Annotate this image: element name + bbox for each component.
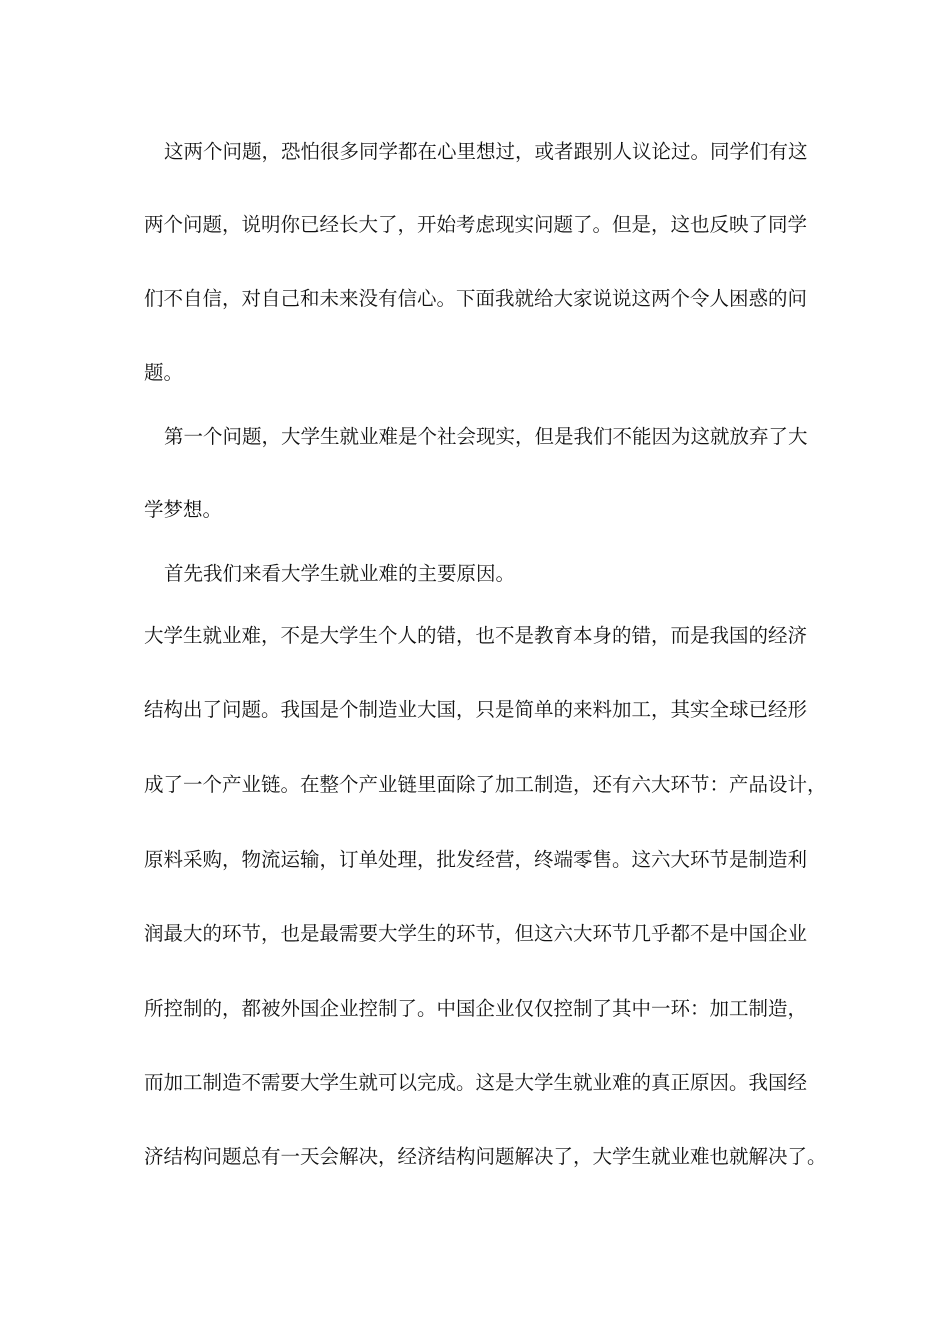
paragraph-1-line-1: 这两个问题，恐怕很多同学都在心里想过，或者跟别人议论过。同学们有这 bbox=[164, 140, 808, 163]
paragraph-3-line-1: 首先我们来看大学生就业难的主要原因。 bbox=[164, 562, 516, 585]
paragraph-4-line-4: 原料采购，物流运输，订单处理，批发经营，终端零售。这六大环节是制造利 bbox=[144, 848, 808, 871]
paragraph-4-line-3: 成了一个产业链。在整个产业链里面除了加工制造，还有六大环节：产品设计， bbox=[144, 773, 827, 796]
paragraph-2-line-2: 学梦想。 bbox=[144, 498, 223, 521]
paragraph-4-line-7: 而加工制造不需要大学生就可以完成。这是大学生就业难的真正原因。我国经 bbox=[144, 1071, 808, 1094]
paragraph-4-line-1: 大学生就业难，不是大学生个人的错，也不是教育本身的错，而是我国的经济 bbox=[144, 624, 808, 647]
paragraph-4-line-5: 润最大的环节，也是最需要大学生的环节，但这六大环节几乎都不是中国企业 bbox=[144, 922, 808, 945]
paragraph-1-line-3: 们不自信，对自己和未来没有信心。下面我就给大家说说这两个令人困惑的问 bbox=[144, 287, 808, 310]
paragraph-4-line-2: 结构出了问题。我国是个制造业大国，只是简单的来料加工，其实全球已经形 bbox=[144, 698, 808, 721]
paragraph-4-line-8: 济结构问题总有一天会解决，经济结构问题解决了，大学生就业难也就解决了。 bbox=[144, 1145, 827, 1168]
paragraph-4-line-6: 所控制的，都被外国企业控制了。中国企业仅仅控制了其中一环：加工制造， bbox=[144, 997, 808, 1020]
paragraph-2-line-1: 第一个问题，大学生就业难是个社会现实，但是我们不能因为这就放弃了大 bbox=[164, 425, 808, 448]
paragraph-1-line-4: 题。 bbox=[144, 361, 184, 384]
paragraph-1-line-2: 两个问题，说明你已经长大了，开始考虑现实问题了。但是，这也反映了同学 bbox=[144, 213, 808, 236]
